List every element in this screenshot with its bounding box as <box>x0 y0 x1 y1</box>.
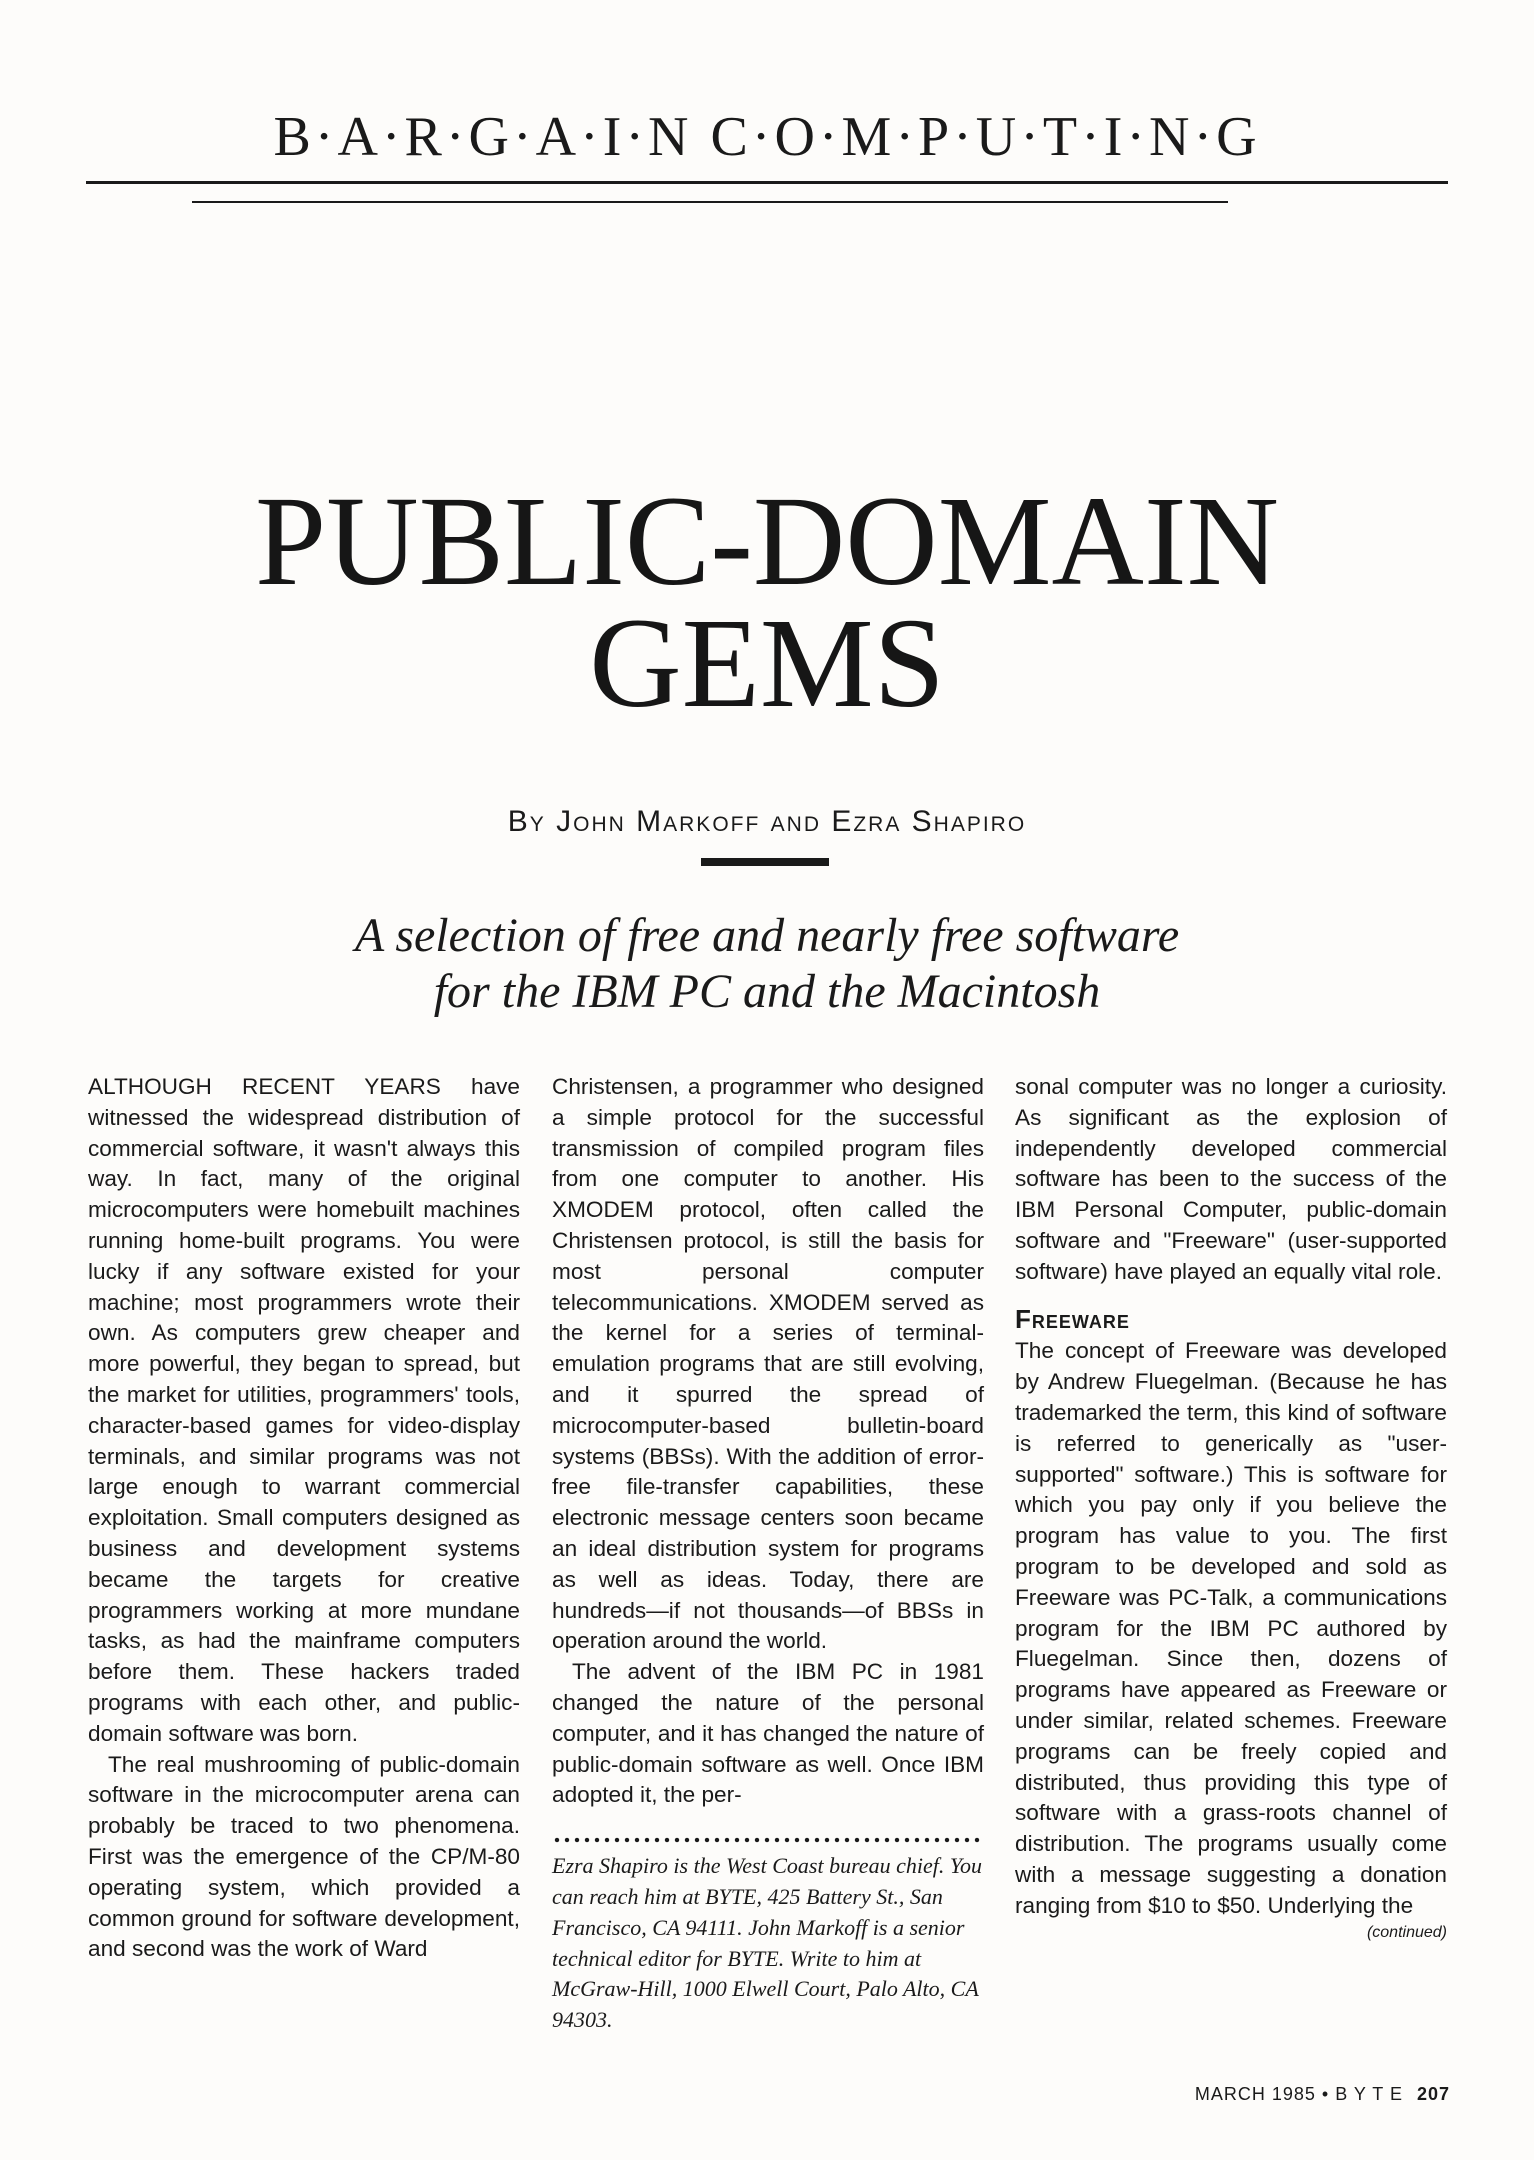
title-line-2: GEMS <box>589 592 945 734</box>
paragraph: The real mushrooming of public-domain software in the microcomputer arena can probably be traced to two phenomena. First was the emergence of the CP/M-80 operating system, which provided a common ground for software development, and second was the work of Ward <box>88 1751 520 1962</box>
author-bio: Ezra Shapiro is the West Coast bureau chief. You can reach him at BYTE, 425 Battery St., San Francisco, CA 94111. John Markoff is a senior technical editor for BYTE. Write to him at McGraw-Hill, 1000 Elwell Court, Palo Alto, CA 94303. <box>552 1853 983 2033</box>
section-header: B·A·R·G·A·I·N C·O·M·P·U·T·I·N·G <box>273 106 1261 168</box>
paragraph: Christensen, a programmer who designed a simple protocol for the successful transmission of compiled program files from one computer to another. His XMODEM protocol, often called the Christensen protocol, is still the basis for most personal computer telecommunications. XMODEM served as the kernel for a series of terminal-emulation programs that are still evolving, and it spurred the spread of microcomputer-based bulletin-board systems (BBSs). With the addition of error-free file-transfer capabilities, these electronic message centers soon became an ideal distribution system for programs as well as ideas. Today, there are hundreds—if not thousands—of BBSs in operation around the world. <box>552 1074 984 1654</box>
page-number: 207 <box>1416 2084 1450 2104</box>
byline-bar <box>701 858 829 866</box>
dotted-divider <box>552 1837 984 1843</box>
byline: By John Markoff and Ezra Shapiro <box>507 805 1027 838</box>
page-footer <box>1195 2084 1450 2105</box>
paragraph: sonal computer was no longer a curiosity. As significant as the explosion of independently developed commercial software has been to the success of the IBM Personal Computer, public-domain software and "Freeware" (user-supported software) have played an equally vital role. <box>1015 1074 1447 1284</box>
header-rule-thick <box>86 181 1448 184</box>
subhead-freeware: Freeware <box>1015 1303 1130 1334</box>
column-3 <box>1015 1072 1447 1944</box>
paragraph: The concept of Freeware was developed by Andrew Fluegelman. (Because he has trademarked the term, this kind of software is referred to generically as "user-supported" software.) This is software for which you pay only if you believe the program has value to you. The first program to be developed and sold as Freeware was PC-Talk, a communications program for the IBM PC authored by Fluegelman. Since then, dozens of programs have appeared as Freeware or under similar, related schemes. Freeware programs can be freely copied and distributed, thus providing this type of software with a grass-roots channel of distribution. The programs usually come with a message suggesting a donation ranging from $10 to $50. Underlying the <box>1015 1338 1447 1918</box>
header-rule-thin <box>192 201 1228 203</box>
issue-line: MARCH 1985 • B Y T E <box>1194 2084 1403 2104</box>
deck-line-1: A selection of free and nearly free software <box>354 909 1180 962</box>
deck <box>86 908 1448 1020</box>
column-2 <box>552 1072 984 2036</box>
continued-note: (continued) <box>1366 1923 1447 1941</box>
paragraph: ALTHOUGH RECENT YEARS have witnessed the widespread distribution of commercial software, it wasn't always this way. In fact, many of the original microcomputers were homebuilt machines running home-built programs. You were lucky if any software existed for your machine; most programmers wrote their own. As computers grew cheaper and more powerful, they began to spread, but the market for utilities, programmers' tools, character-based games for video-display terminals, and similar programs was not large enough to warrant commercial exploitation. Small computers designed as business and development systems became the targets for creative programmers working at more mundane tasks, as had the mainframe computers before them. These hackers traded programs with each other, and public-domain software was born. <box>88 1074 520 1746</box>
paragraph: The advent of the IBM PC in 1981 changed the nature of the personal computer, and it has changed the nature of public-domain software as well. Once IBM adopted it, the per- <box>552 1659 984 1808</box>
deck-line-2: for the IBM PC and the Macintosh <box>433 965 1101 1018</box>
article-title <box>86 470 1448 734</box>
column-1 <box>88 1072 520 1965</box>
title-line-1: PUBLIC-DOMAIN <box>255 470 1279 612</box>
